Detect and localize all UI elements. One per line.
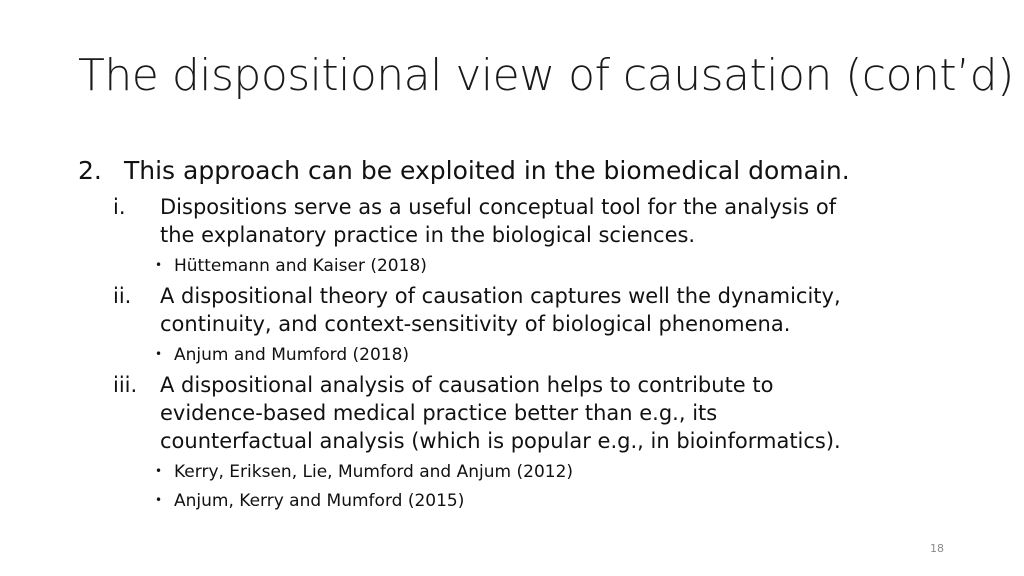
bullet-icon: • (155, 493, 163, 507)
reference-kerry-et-al (155, 459, 573, 484)
subitem-text (160, 371, 933, 455)
subitem-line: counterfactual analysis (which is popular e.g., in bioinformatics). (160, 429, 841, 453)
reference-text: Kerry, Eriksen, Lie, Mumford and Anjum (2012) (174, 462, 574, 482)
subitem-line: A dispositional analysis of causation helps to contribute to (160, 373, 774, 397)
bullet-icon: • (155, 464, 163, 478)
reference-text: Hüttemann and Kaiser (2018) (174, 256, 427, 276)
subitem-line: continuity, and context-sensitivity of biological phenomena. (160, 312, 791, 336)
main-point-text: This approach can be exploited in the biomedical domain. (124, 156, 850, 185)
subitem-i (113, 193, 933, 249)
subitem-marker: i. (113, 195, 126, 219)
subitem-ii (113, 282, 933, 338)
reference-anjum-mumford (155, 342, 409, 367)
bullet-icon: • (155, 347, 163, 361)
main-point-number: 2. (78, 156, 102, 185)
reference-anjum-kerry-mumford (155, 488, 464, 513)
subitem-line: Dispositions serve as a useful conceptual tool for the analysis of (160, 195, 837, 219)
reference-hüttemann-kaiser (155, 253, 427, 278)
subitem-line: evidence-based medical practice better than e.g., its (160, 401, 718, 425)
reference-text: Anjum, Kerry and Mumford (2015) (174, 491, 465, 511)
subitem-line: A dispositional theory of causation captures well the dynamicity, (160, 284, 841, 308)
subitem-line: the explanatory practice in the biological sciences. (160, 223, 696, 247)
slide-title: The dispositional view of causation (cont’d) (78, 50, 1014, 101)
subitem-marker: ii. (113, 284, 132, 308)
subitem-text (160, 282, 933, 338)
subitem-marker: iii. (113, 373, 138, 397)
main-point (78, 155, 850, 187)
subitem-text (160, 193, 933, 249)
subitem-iii (113, 371, 933, 455)
page-number: 18 (930, 542, 944, 555)
bullet-icon: • (155, 258, 163, 272)
reference-text: Anjum and Mumford (2018) (174, 345, 410, 365)
